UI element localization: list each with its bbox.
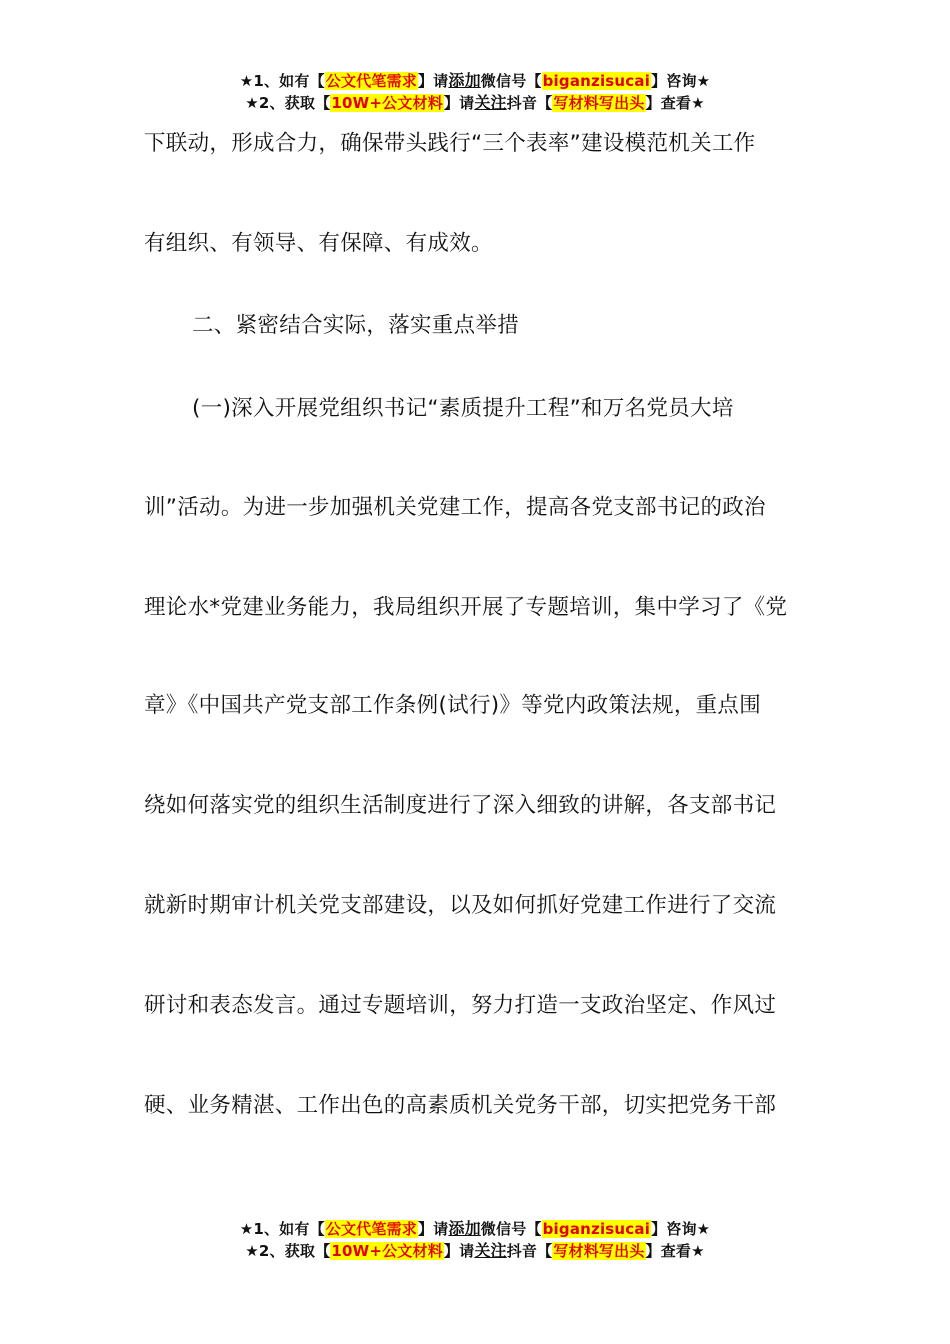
footer-banner <box>0 1218 950 1262</box>
section-heading: 二、紧密结合实际，落实重点举措 <box>192 313 520 338</box>
banner-text: 抖音【 <box>506 94 553 112</box>
body-text-line: 绕如何落实党的组织生活制度进行了深入细致的讲解，各支部书记 <box>144 793 777 818</box>
banner-text: ★2、获取【 <box>245 1242 331 1260</box>
banner-highlight: 10W+公文材料 <box>331 1242 443 1260</box>
banner-text: ★2、获取【 <box>245 94 331 112</box>
banner-highlight: 10W+公文材料 <box>331 94 443 112</box>
banner-highlight: 公文代笔需求 <box>325 72 417 90</box>
banner-douyin-id: 写材料写出头 <box>553 94 645 112</box>
body-text-line: 章》《中国共产党支部工作条例(试行)》等党内政策法规，重点围 <box>144 693 762 718</box>
banner-text: 】咨询★ <box>651 72 711 90</box>
banner-text: 】查看★ <box>645 1242 705 1260</box>
banner-line-1 <box>0 1218 950 1240</box>
subsection-heading: (一)深入开展党组织书记“素质提升工程”和万名党员大培 <box>192 396 734 421</box>
body-text-line: 就新时期审计机关党支部建设，以及如何抓好党建工作进行了交流 <box>144 893 777 918</box>
body-text-line: 理论水*党建业务能力，我局组织开展了专题培训，集中学习了《党 <box>144 595 788 620</box>
banner-text: 微信号【 <box>480 1220 542 1238</box>
banner-line-1 <box>0 70 950 92</box>
banner-underline: 关注 <box>474 1241 507 1260</box>
banner-text: 】请 <box>443 1242 475 1260</box>
banner-text: 】请 <box>443 94 475 112</box>
banner-text: 】请 <box>417 72 449 90</box>
body-text-line: 研讨和表态发言。通过专题培训，努力打造一支政治坚定、作风过 <box>144 993 777 1018</box>
banner-text: 】咨询★ <box>651 1220 711 1238</box>
banner-text: 】查看★ <box>645 94 705 112</box>
banner-text: ★1、如有【 <box>239 1220 325 1238</box>
banner-wechat-id: biganzisucai <box>542 1220 651 1238</box>
banner-line-2 <box>0 92 950 114</box>
banner-underline: 添加 <box>448 1219 481 1238</box>
banner-text: 抖音【 <box>506 1242 553 1260</box>
banner-douyin-id: 写材料写出头 <box>553 1242 645 1260</box>
banner-underline: 关注 <box>474 93 507 112</box>
body-text-line: 下联动，形成合力，确保带头践行“三个表率”建设模范机关工作 <box>144 131 756 156</box>
banner-text: 】请 <box>417 1220 449 1238</box>
banner-line-2 <box>0 1240 950 1262</box>
banner-text: ★1、如有【 <box>239 72 325 90</box>
banner-wechat-id: biganzisucai <box>542 72 651 90</box>
header-banner <box>0 70 950 114</box>
banner-underline: 添加 <box>448 71 481 90</box>
body-text-line: 训”活动。为进一步加强机关党建工作，提高各党支部书记的政治 <box>144 495 766 520</box>
body-text-line: 有组织、有领导、有保障、有成效。 <box>144 231 493 256</box>
banner-text: 微信号【 <box>480 72 542 90</box>
body-text-line: 硬、业务精湛、工作出色的高素质机关党务干部，切实把党务干部 <box>144 1093 777 1118</box>
banner-highlight: 公文代笔需求 <box>325 1220 417 1238</box>
